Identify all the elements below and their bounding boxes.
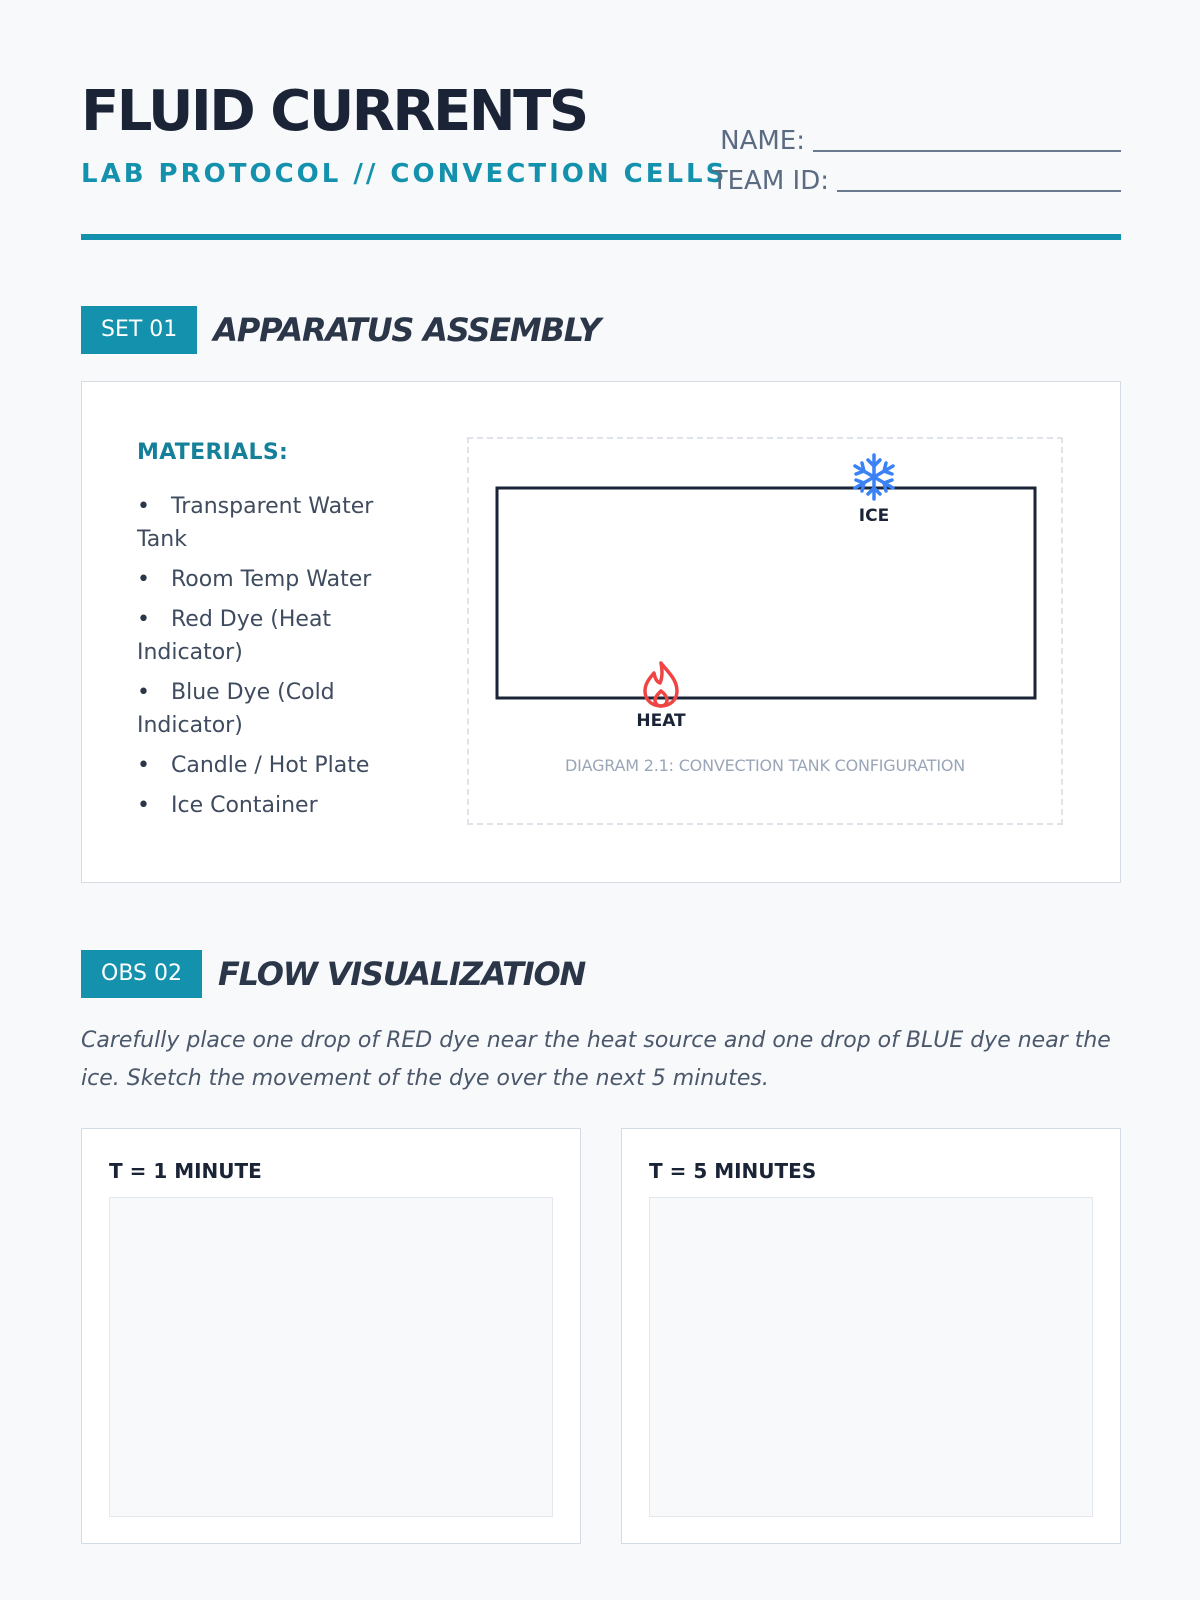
convection-diagram xyxy=(467,437,1063,825)
diagram-caption: DIAGRAM 2.1: CONVECTION TANK CONFIGURATION xyxy=(564,756,966,775)
header-divider xyxy=(81,234,1121,240)
worksheet-page xyxy=(81,0,1121,1600)
apparatus-card xyxy=(81,381,1121,883)
water-tank xyxy=(497,488,1035,698)
name-label: NAME: xyxy=(720,126,805,156)
list-item: • Ice Container xyxy=(137,789,417,822)
team-id-field[interactable] xyxy=(701,156,1121,196)
panel-label: T = 5 MINUTES xyxy=(649,1159,817,1183)
bullet-icon: • xyxy=(137,567,150,592)
materials-list xyxy=(137,490,417,829)
sketch-area[interactable] xyxy=(649,1197,1093,1517)
page-subtitle: LAB PROTOCOL // CONVECTION CELLS xyxy=(81,159,728,189)
panel-label: T = 1 MINUTE xyxy=(109,1159,262,1183)
instructions-text: Carefully place one drop of RED dye near the heat source and one drop of BLUE dye near the ice. Sketch the movement of the dye over the next 5 minutes. xyxy=(81,1028,1111,1091)
list-item: • Blue Dye (Cold Indicator) xyxy=(137,676,417,742)
list-item: • Candle / Hot Plate xyxy=(137,749,417,782)
list-item: • Red Dye (Heat Indicator) xyxy=(137,603,417,669)
page-title: FLUID CURRENTS xyxy=(81,79,587,144)
list-item: • Room Temp Water xyxy=(137,563,417,596)
section-header-flow xyxy=(81,950,585,998)
team-id-line[interactable] xyxy=(837,190,1121,192)
bullet-icon: • xyxy=(137,494,150,519)
observation-panel-1min xyxy=(81,1128,581,1544)
team-id-label: TEAM ID: xyxy=(711,166,829,196)
bullet-icon: • xyxy=(137,607,150,632)
ice-label: ICE xyxy=(858,506,890,526)
name-line[interactable] xyxy=(813,150,1121,152)
section-header-apparatus xyxy=(81,306,600,354)
section-title: FLOW VISUALIZATION xyxy=(217,955,586,993)
bullet-icon: • xyxy=(137,793,150,818)
observation-panel-5min xyxy=(621,1128,1121,1544)
bullet-icon: • xyxy=(137,753,150,778)
section-tag: OBS 02 xyxy=(81,950,202,998)
sketch-area[interactable] xyxy=(109,1197,553,1517)
list-item: • Transparent Water Tank xyxy=(137,490,417,556)
section-title: APPARATUS ASSEMBLY xyxy=(213,311,600,349)
section-tag: SET 01 xyxy=(81,306,197,354)
bullet-icon: • xyxy=(137,680,150,705)
name-field[interactable] xyxy=(701,116,1121,156)
student-fields xyxy=(701,116,1121,196)
heat-label: HEAT xyxy=(636,711,686,731)
materials-heading: MATERIALS: xyxy=(137,440,289,465)
